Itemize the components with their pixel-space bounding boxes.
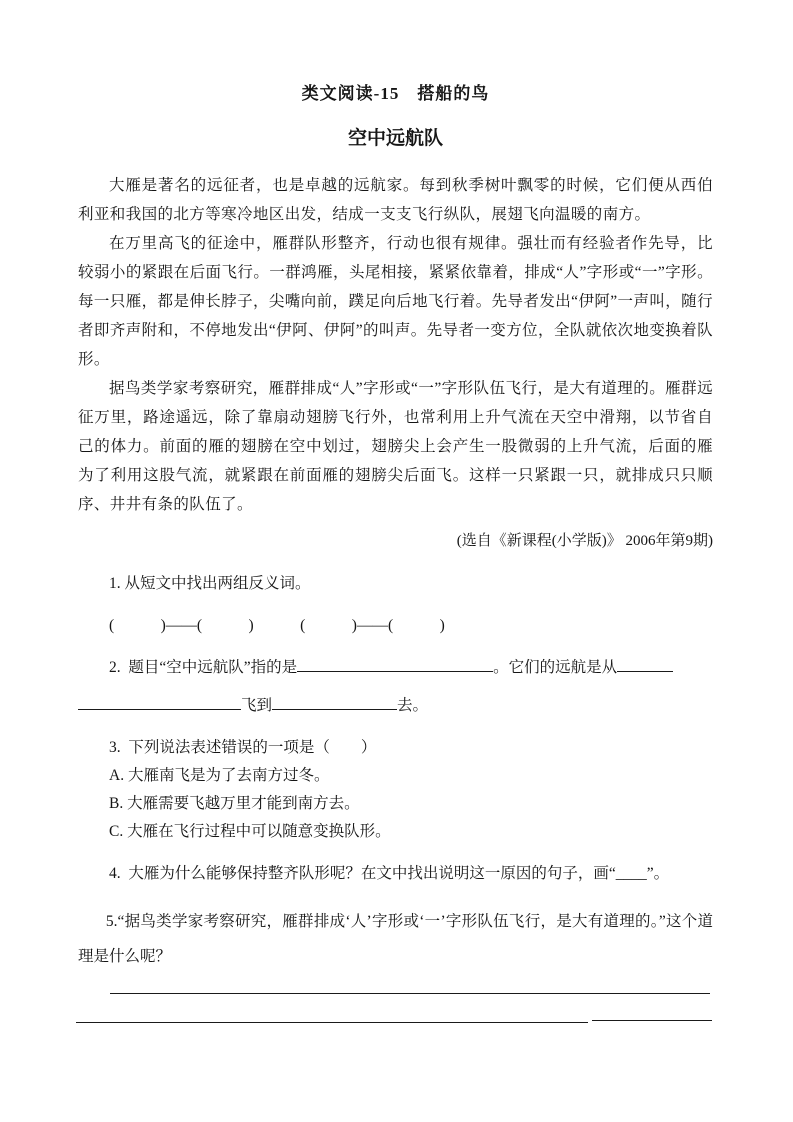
- question-2-line-2: [78, 691, 713, 720]
- paragraph-3: 据鸟类学家考察研究，雁群排成“人”字形或“一”字形队伍飞行，是大有道理的。雁群远征万里，路途遥远，除了靠扇动翅膀飞行外，也常利用上升气流在天空中滑翔，以节省自己的体力。前面的雁的翅膀在空中划过，翅膀尖上会产生一股微弱的上升气流，后面的雁为了利用这股气流，就紧跟在前面雁的翅膀尖后面飞。这样一只紧跟一只，就排成只只顺序、井井有条的队伍了。: [78, 380, 713, 513]
- question-2-line-1: [78, 653, 713, 682]
- question-1-answer-blanks: ( )——( ) ( )——( ): [109, 617, 445, 634]
- fill-in-blank: [297, 657, 493, 672]
- answer-line-2: [76, 1022, 588, 1023]
- question-2-text-3: 飞到: [241, 697, 273, 714]
- answer-line-3: [592, 1020, 712, 1021]
- question-1: 1. 从短文中找出两组反义词。: [109, 575, 311, 592]
- paragraph-1: 大雁是著名的远征者，也是卓越的远航家。每到秋季树叶飘零的时候，它们便从西伯利亚和我国的北方等寒冷地区出发，结成一支支飞行纵队，展翅飞向温暖的南方。: [78, 177, 713, 223]
- paragraph-2: 在万里高飞的征途中，雁群队形整齐，行动也很有规律。强壮而有经验者作先导，比较弱小的紧跟在后面飞行。一群鸿雁，头尾相接，紧紧依靠着，排成“人”字形或“一”字形。每一只雁，都是伸长脖子，尖嘴向前，蹼足向后地飞行着。先导者发出“伊阿”一声叫，随行者即齐声附和，不停地发出“伊阿、伊阿”的叫声。先导者一变方位，全队就依次地变换着队形。: [78, 235, 713, 368]
- question-3-option-b: B. 大雁需要飞越万里才能到南方去。: [109, 795, 360, 812]
- fill-in-blank: [78, 695, 241, 710]
- question-3-option-c: C. 大雁在飞行过程中可以随意变换队形。: [109, 823, 391, 840]
- question-4: 4. 大雁为什么能够保持整齐队形呢？在文中找出说明这一原因的句子，画“____”。: [109, 865, 670, 882]
- source-citation: (选自《新课程(小学版)》 2006年第9期): [456, 533, 713, 549]
- fill-in-blank: [272, 695, 397, 710]
- question-3: 3. 下列说法表述错误的一项是（ ）: [109, 739, 377, 756]
- questions-section: [78, 569, 713, 974]
- document-content: [78, 84, 713, 974]
- article-title: 空中远航队: [347, 128, 443, 149]
- question-2-text-1: 2. 题目“空中远航队”指的是: [109, 659, 298, 676]
- answer-line-1: [110, 993, 710, 994]
- question-3-option-a: A. 大雁南飞是为了去南方过冬。: [109, 767, 330, 784]
- question-2-text-2: 。它们的远航是从: [493, 659, 618, 676]
- document-title: 类文阅读-15 搭船的鸟: [301, 84, 490, 103]
- question-5: 5.“据鸟类学家考察研究，雁群排成‘人’字形或‘一’字形队伍飞行，是大有道理的。”这个道理是什么呢？: [78, 913, 713, 965]
- question-2-text-4: 去。: [397, 697, 429, 714]
- fill-in-blank: [617, 657, 673, 672]
- article-body: [78, 171, 713, 519]
